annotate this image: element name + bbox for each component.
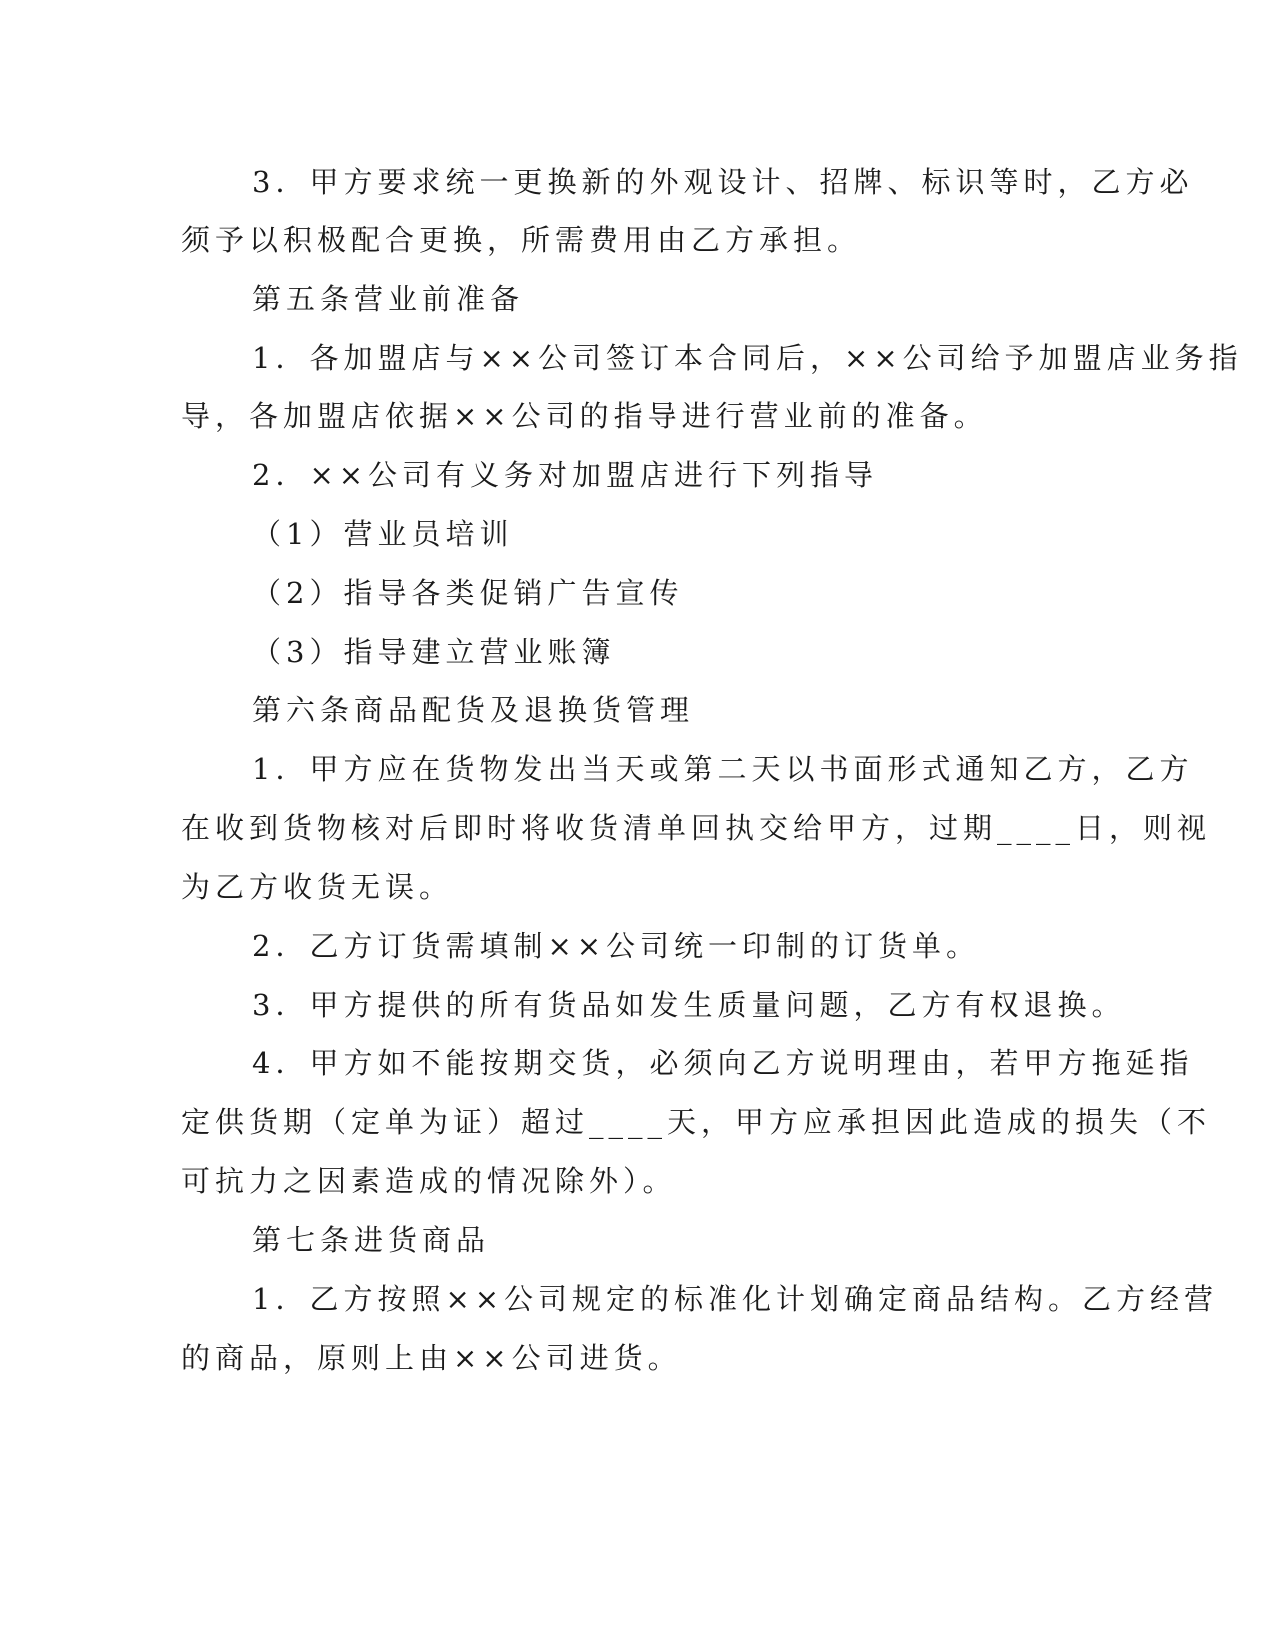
paragraph-line: 3．甲方提供的所有货品如发生质量问题，乙方有权退换。 [252,988,1126,1022]
section-heading: 第六条商品配货及退换货管理 [252,693,695,727]
paragraph-line: 2．××公司有义务对加盟店进行下列指导 [252,458,879,492]
paragraph-line: 4．甲方如不能按期交货，必须向乙方说明理由，若甲方拖延指 [252,1046,1194,1080]
paragraph-line: 可抗力之因素造成的情况除外）。 [181,1164,677,1198]
list-item: （3）指导建立营业账簿 [252,635,616,669]
paragraph-line: 在收到货物核对后即时将收货清单回执交给甲方，过期____日，则视 [181,811,1212,845]
list-item: （2）指导各类促销广告宣传 [252,576,684,610]
paragraph-line: 1．甲方应在货物发出当天或第二天以书面形式通知乙方，乙方 [252,752,1194,786]
paragraph-line: 导，各加盟店依据××公司的指导进行营业前的准备。 [181,399,988,433]
paragraph-line: 定供货期（定单为证）超过____天，甲方应承担因此造成的损失（不 [181,1105,1212,1139]
paragraph-line: 2．乙方订货需填制××公司统一印制的订货单。 [252,929,981,963]
paragraph-line: 3．甲方要求统一更换新的外观设计、招牌、标识等时，乙方必 [252,165,1194,199]
paragraph-line: 1．各加盟店与××公司签订本合同后，××公司给予加盟店业务指 [252,341,1243,375]
section-heading: 第七条进货商品 [252,1223,491,1257]
paragraph-line: 为乙方收货无误。 [181,870,454,904]
paragraph-line: 须予以积极配合更换，所需费用由乙方承担。 [181,223,862,257]
section-heading: 第五条营业前准备 [252,282,525,316]
paragraph-line: 的商品，原则上由××公司进货。 [181,1341,682,1375]
list-item: （1）营业员培训 [252,517,514,551]
paragraph-line: 1．乙方按照××公司规定的标准化计划确定商品结构。乙方经营 [252,1282,1219,1316]
